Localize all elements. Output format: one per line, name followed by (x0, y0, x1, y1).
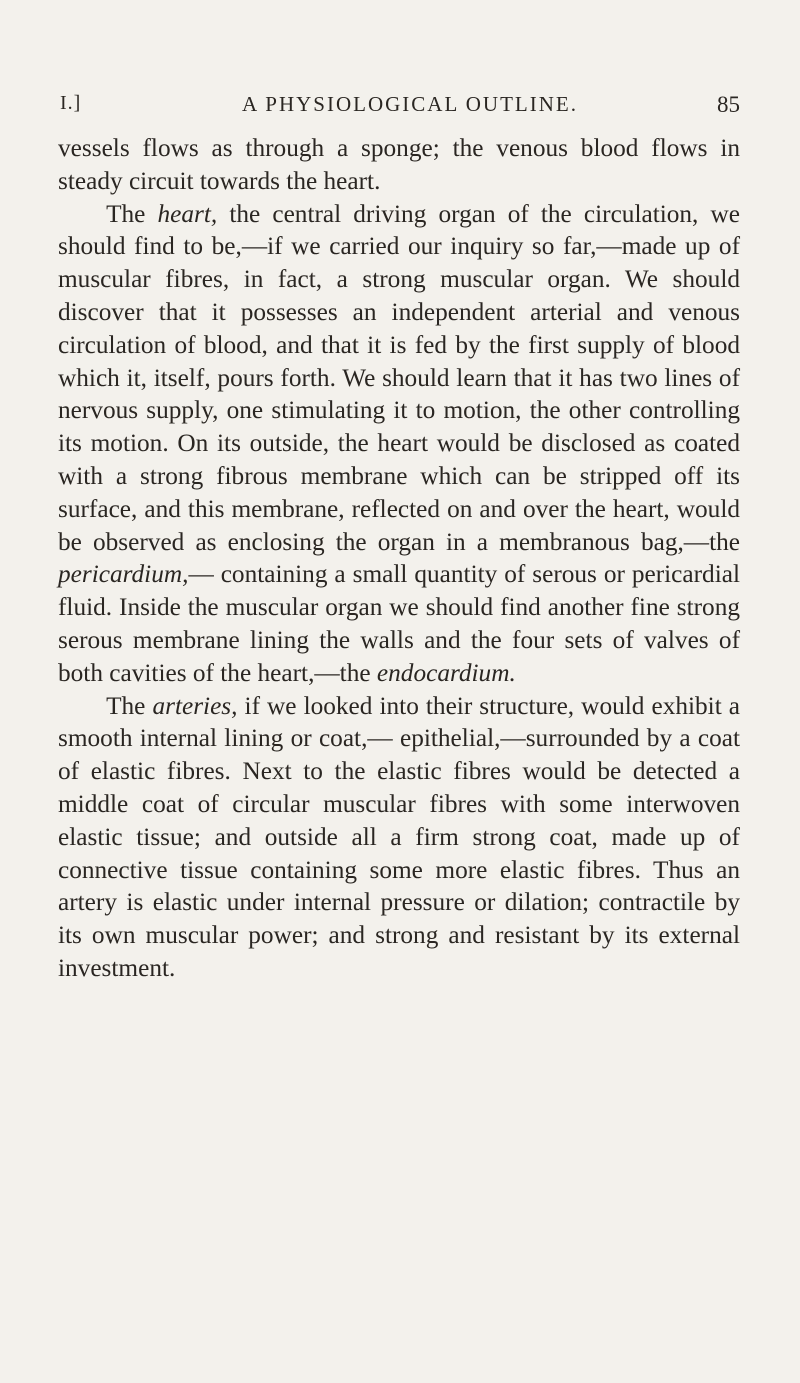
running-header (60, 92, 740, 122)
italic-term: endocardium. (376, 658, 516, 687)
chapter-mark: I.] (60, 92, 82, 114)
paragraph-text: The (106, 691, 153, 720)
paragraph-arteries (58, 690, 740, 985)
running-title: A PHYSIOLOGICAL OUTLINE. (242, 92, 578, 116)
italic-term: arteries, (152, 691, 238, 720)
paragraph-continuation (58, 132, 740, 198)
paragraph-text: — containing a small quantity of serous or pericardial fluid. Inside the muscular organ we should find another fine strong serous membrane lining the walls and the four sets of valves of both cavities of the heart,—the (58, 560, 740, 687)
paragraph-heart (58, 198, 740, 690)
italic-term: pericardium, (58, 560, 189, 589)
page-number: 85 (717, 92, 740, 117)
paragraph-text: vessels flows as through a sponge; the venous blood flows in steady circuit towards the heart. (58, 134, 740, 195)
paragraph-text: if we looked into their structure, would exhibit a smooth internal lining or coat,— epithelial,—surrounded by a coat of elastic fibres. Next to the elastic fibres would be detected a middle coat of circular muscular fibres with some interwoven elastic tissue; and outside all a firm strong coat, made up of connective tissue containing some more elastic fibres. Thus an artery is elastic under internal pressure or dilation; contractile by its own muscular power; and strong and resistant by its external investment. (58, 691, 741, 982)
body-text (58, 132, 740, 985)
italic-term: heart, (157, 199, 218, 228)
paragraph-text: The (106, 199, 158, 228)
paragraph-text: the central driving organ of the circulation, we should find to be,—if we carried our inquiry so far,—made up of muscular fibres, in fact, a strong muscular organ. We should discover that it possesses an independent arterial and venous circulation of blood, and that it is fed by the first supply of blood which it, itself, pours forth. We should learn that it has two lines of nervous supply, one stimulating it to motion, the other controlling its motion. On its outside, the heart would be disclosed as coated with a strong fibrous membrane which can be stripped off its surface, and this membrane, reflected on and over the heart, would be observed as enclosing the organ in a membranous bag,—the (58, 199, 740, 556)
